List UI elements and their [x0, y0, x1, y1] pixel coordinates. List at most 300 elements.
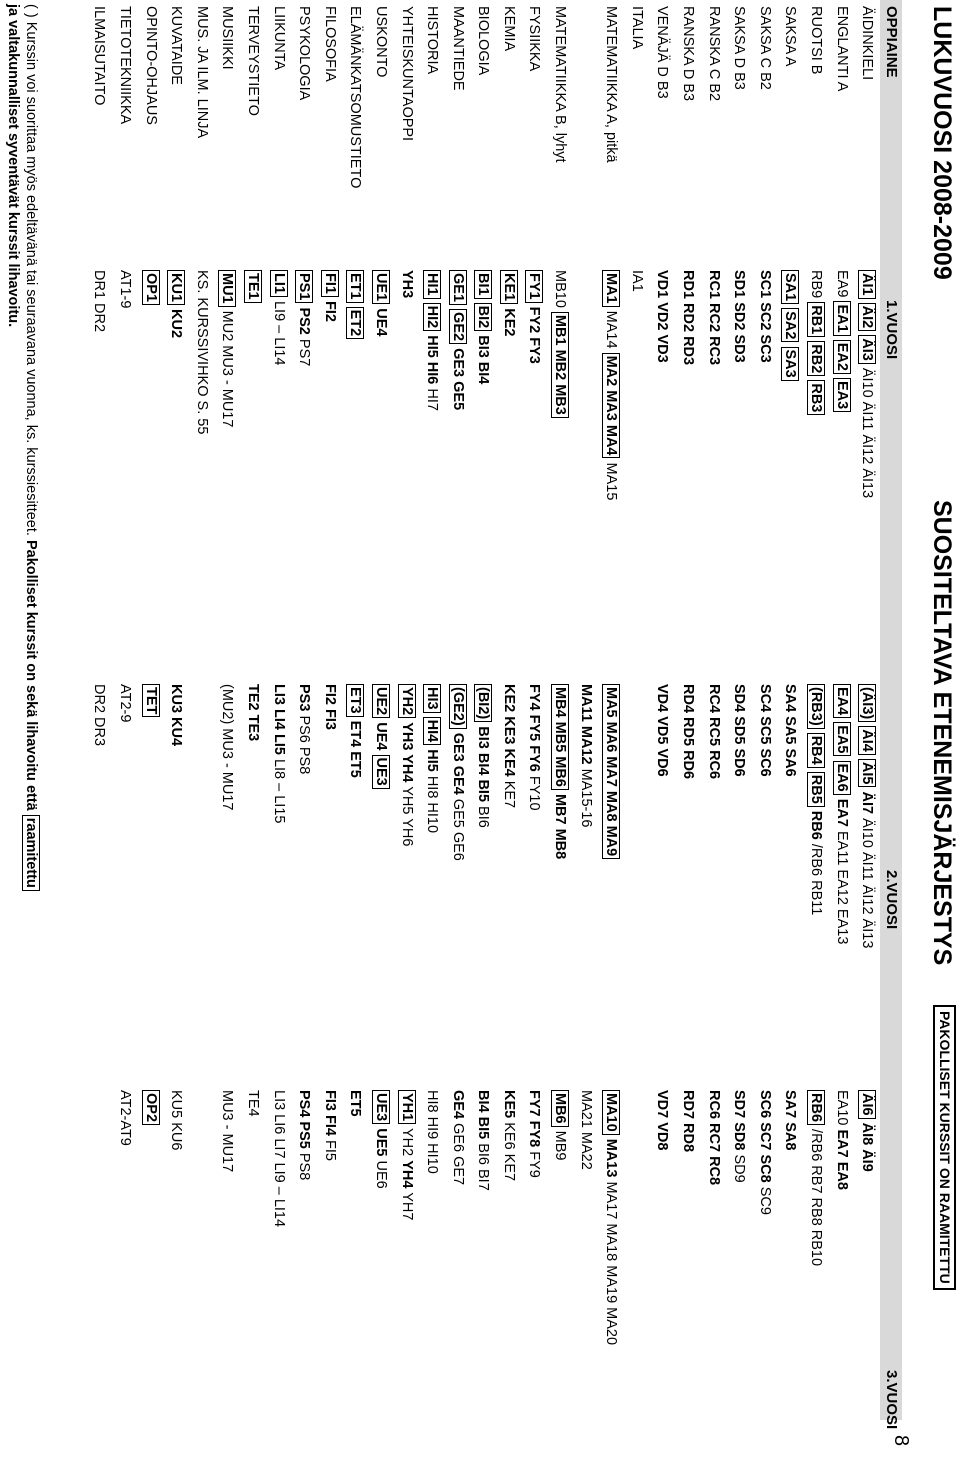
course: KU5 KU6	[168, 1090, 185, 1151]
y3-cell	[726, 1084, 752, 1430]
advanced-course: MA13	[603, 1138, 620, 1178]
mandatory-course: SA1	[781, 270, 799, 304]
page-number: 8	[890, 1435, 912, 1447]
y1-cell	[829, 264, 855, 678]
col-year3: 3.VUOSI	[883, 1370, 900, 1430]
course: GE5 GE6	[449, 798, 466, 861]
course: AT2-9	[116, 684, 133, 723]
y2-cell	[163, 678, 189, 1084]
subject-cell: MAANTIEDE	[449, 6, 466, 91]
y3-cell	[112, 1084, 138, 1430]
advanced-course: SD4 SD5 SD6	[731, 684, 748, 777]
course: MA15-16	[577, 768, 594, 828]
subject-cell: SAKSA D B3	[731, 6, 748, 90]
footer-note-bold: Pakolliset kurssit on sekä lihavoitu että	[23, 539, 39, 811]
document-title: SUOSITELTAVA ETENEMISJÄRJESTYS	[928, 500, 956, 966]
mandatory-course: FI1	[321, 270, 339, 297]
advanced-course: KU3 KU4	[168, 684, 185, 747]
footer-note-line2: ja valtakunnalliset syventävät kurssit lihavoitu.	[5, 4, 21, 328]
table-row	[701, 0, 727, 1430]
y1-cell	[215, 264, 241, 678]
course: EA10	[833, 1090, 850, 1126]
mandatory-course: ET1	[346, 270, 364, 303]
subject-cell: RUOTSI B	[808, 6, 825, 75]
advanced-course: LI3 LI4 LI5	[270, 684, 287, 755]
mandatory-course: HI3	[423, 684, 441, 713]
table-row	[752, 0, 778, 1430]
y1-cell	[496, 264, 522, 678]
mandatory-course: FY1	[525, 270, 543, 303]
advanced-course: RC6 RC7 RC8	[705, 1090, 722, 1186]
mandatory-course: LI1	[270, 270, 288, 297]
table-row	[675, 0, 701, 1430]
y2-cell	[778, 678, 804, 1084]
course: AT1-9	[116, 270, 133, 309]
course: SC9	[756, 1186, 773, 1215]
advanced-course: BI3 BI4	[475, 335, 492, 385]
mandatory-course: SA3	[781, 347, 799, 381]
mandatory-course: GE2	[449, 309, 467, 344]
legend-note: PAKOLLISET KURSSIT ON RAAMITETTU	[933, 1005, 956, 1290]
mandatory-course: ET3	[346, 684, 364, 717]
course: HI8 HI9 HI10	[424, 1090, 441, 1174]
y2-cell	[598, 678, 624, 1084]
subject-cell: TERVEYSTIETO	[244, 6, 261, 116]
y3-cell	[317, 1084, 343, 1430]
advanced-course: FY4 FY5 FY6	[526, 684, 543, 772]
col-subject: OPPIAINE	[883, 6, 900, 78]
subject-cell: MUS. JA ILM. LINJA	[193, 6, 210, 139]
course: DR2 DR3	[91, 684, 108, 747]
table-row	[522, 0, 548, 1430]
table-row	[778, 0, 804, 1430]
y1-cell	[854, 264, 880, 678]
advanced-course: RD1 RD2 RD3	[680, 270, 697, 366]
mandatory-course: HI2	[423, 303, 441, 332]
table-row	[854, 0, 880, 1430]
table-row	[291, 0, 317, 1430]
course: UE6	[372, 1160, 389, 1189]
y3-cell	[291, 1084, 317, 1430]
subject-cell: TIETOTEKNIIKKA	[116, 6, 133, 125]
table-row	[624, 0, 650, 1430]
y1-cell	[726, 264, 752, 678]
advanced-course: YH3 YH4	[398, 722, 415, 783]
subject-cell: FYSIIKKA	[526, 6, 543, 72]
advanced-course: ÄI8 ÄI9	[859, 1122, 876, 1172]
course: FY10	[526, 775, 543, 811]
advanced-course: UE5	[372, 1128, 389, 1157]
y1-cell	[752, 264, 778, 678]
mandatory-course: UE3	[372, 755, 390, 789]
subject-cell: YHTEISKUNTAOPPI	[398, 6, 415, 142]
mandatory-course: YH2	[398, 684, 416, 718]
table-row	[368, 0, 394, 1430]
y1-cell	[343, 264, 369, 678]
table-row	[112, 0, 138, 1430]
advanced-course: GE3 GE4	[449, 732, 466, 795]
footer-note	[4, 4, 40, 1459]
y3-cell	[803, 1084, 829, 1430]
y1-cell	[266, 264, 292, 678]
y3-cell	[778, 1084, 804, 1430]
advanced-course: EA7 EA8	[833, 1129, 850, 1190]
course: (MU2) MU3 - MU17	[219, 684, 236, 811]
course: MA21 MA22	[577, 1090, 594, 1170]
advanced-course: RC4 RC5 RC6	[705, 684, 722, 780]
y2-cell	[752, 678, 778, 1084]
mandatory-course: ÄI1	[858, 270, 876, 299]
advanced-course: SD1 SD2 SD3	[731, 270, 748, 363]
advanced-course: SD7 SD8	[731, 1090, 748, 1151]
course: MB10	[552, 270, 569, 308]
course: KE6 KE7	[500, 1122, 517, 1182]
course: MA14	[603, 310, 620, 349]
y1-cell	[87, 264, 113, 678]
mandatory-course: OP2	[142, 1090, 160, 1125]
y3-cell	[854, 1084, 880, 1430]
y2-cell	[471, 678, 497, 1084]
mandatory-course: MA10	[602, 1090, 620, 1135]
subject-cell: PSYKOLOGIA	[296, 6, 313, 101]
subject-cell: MATEMATIIKKA A, pitkä	[603, 6, 620, 163]
mandatory-course: KU1	[167, 270, 185, 305]
course: HI7	[424, 388, 441, 411]
y3-cell	[394, 1084, 420, 1430]
course: BI6 BI7	[475, 1143, 492, 1191]
mandatory-course: EA6	[833, 761, 851, 795]
advanced-course: VD4 VD5 VD6	[654, 684, 671, 777]
subject-cell: KEMIA	[500, 6, 517, 52]
mandatory-course: GE1	[449, 270, 467, 305]
mandatory-course: MB4 MB5 MB6	[551, 684, 569, 790]
course: YH5 YH6	[398, 786, 415, 847]
y1-cell	[675, 264, 701, 678]
column-header-row	[880, 0, 902, 1430]
subject-cell: MATEMATIIKKA B, lyhyt	[552, 6, 569, 163]
advanced-course: MB7 MB8	[552, 793, 569, 860]
mandatory-course: TE1	[244, 270, 262, 303]
table-row	[829, 0, 855, 1430]
course: PS7	[296, 338, 313, 367]
advanced-course: RB6	[808, 810, 825, 840]
advanced-course: RD4 RD5 RD6	[680, 684, 697, 780]
course: MU2 MU3 - MU17	[219, 310, 236, 428]
y2-cell	[291, 678, 317, 1084]
y2-cell	[445, 678, 471, 1084]
subject-cell: ILMAISUTAITO	[91, 6, 108, 106]
table-row	[394, 0, 420, 1430]
advanced-course: FI2	[321, 300, 338, 322]
table-row	[138, 0, 164, 1430]
advanced-course: SC4 SC5 SC6	[756, 684, 773, 777]
table-row	[343, 0, 369, 1430]
y2-cell	[343, 678, 369, 1084]
y3-cell	[701, 1084, 727, 1430]
y3-cell	[598, 1084, 624, 1430]
course: BI6	[475, 806, 492, 828]
table-row	[87, 0, 113, 1430]
y1-cell	[394, 264, 420, 678]
mandatory-course: UE1	[372, 270, 390, 304]
y3-cell	[471, 1084, 497, 1430]
mandatory-course: (ÄI3)	[858, 684, 876, 722]
advanced-course: MA11 MA12	[577, 684, 594, 765]
advanced-course: BI3 BI4 BI5	[475, 726, 492, 803]
table-row	[496, 0, 522, 1430]
mandatory-course: MA5 MA6 MA7 MA8 MA9	[602, 684, 620, 859]
y2-cell	[87, 678, 113, 1084]
course: YH2	[398, 1128, 415, 1157]
mandatory-course: EA1	[833, 301, 851, 335]
mandatory-course: MA2 MA3 MA4	[602, 353, 620, 459]
advanced-course: FI2 FI3	[321, 684, 338, 730]
subject-cell: KUVATAIDE	[168, 6, 185, 85]
advanced-course: UE4	[372, 722, 389, 751]
course: YH7	[398, 1192, 415, 1221]
y3-cell	[189, 1084, 215, 1430]
mandatory-course: PS1	[295, 270, 313, 303]
y2-cell	[701, 678, 727, 1084]
advanced-course: GE4	[449, 1090, 466, 1120]
subject-cell: ÄIDINKIELI	[859, 6, 876, 81]
mandatory-course: UE3	[372, 1090, 390, 1124]
y2-cell	[189, 678, 215, 1084]
course: IA1	[628, 270, 645, 292]
advanced-course: GE3 GE5	[449, 348, 466, 411]
y3-cell	[573, 1084, 599, 1430]
y3-cell	[87, 1084, 113, 1430]
course: PS6 PS8	[296, 715, 313, 775]
y3-cell	[163, 1084, 189, 1430]
table-row	[803, 0, 829, 1430]
table-row	[726, 0, 752, 1430]
y2-cell	[496, 678, 522, 1084]
y3-cell	[752, 1084, 778, 1430]
y1-cell	[803, 264, 829, 678]
subject-cell: ITALIA	[628, 6, 645, 50]
course: EA9	[833, 270, 850, 298]
page-header	[910, 0, 960, 1465]
subject-cell: SAKSA C B2	[756, 6, 773, 90]
course: RB9	[808, 270, 825, 299]
y2-cell	[138, 678, 164, 1084]
mandatory-course: RB3	[807, 380, 825, 415]
mandatory-course: MB6	[551, 1090, 569, 1127]
course: /RB6 RB7 RB8 RB10	[808, 1129, 825, 1267]
mandatory-course: BI1	[474, 270, 492, 299]
y1-cell	[471, 264, 497, 678]
table-row	[266, 0, 292, 1430]
y3-cell	[368, 1084, 394, 1430]
mandatory-course: EA5	[833, 722, 851, 756]
y1-cell	[522, 264, 548, 678]
course: FI5	[321, 1139, 338, 1161]
mandatory-course: (BI2)	[474, 684, 492, 722]
course: LI8 – LI15	[270, 758, 287, 824]
course: DR1 DR2	[91, 270, 108, 333]
table-row	[650, 0, 676, 1430]
mandatory-course: RB2	[807, 341, 825, 376]
y2-cell	[650, 678, 676, 1084]
advanced-course: KU2	[168, 309, 185, 339]
subject-cell: FILOSOFIA	[321, 6, 338, 82]
subject-cell: SAKSA A	[782, 6, 799, 67]
advanced-course: SC6 SC7 SC8	[756, 1090, 773, 1183]
advanced-course: EA7	[833, 798, 850, 827]
y2-cell	[726, 678, 752, 1084]
y1-cell	[547, 264, 573, 678]
y2-cell	[394, 678, 420, 1084]
y2-cell	[803, 678, 829, 1084]
y3-cell	[829, 1084, 855, 1430]
table-row	[573, 0, 599, 1430]
advanced-course: YH3	[398, 270, 415, 299]
y3-cell	[522, 1084, 548, 1430]
y3-cell	[445, 1084, 471, 1430]
table-row	[317, 0, 343, 1430]
advanced-course: PS3	[296, 684, 313, 712]
footer-note-text: ( ) Kurssin voi suorittaa myös edeltävänä tai seuraavana vuonna, ks. kurssiesitteet.	[23, 4, 39, 536]
mandatory-course: UE2	[372, 684, 390, 718]
table-row	[419, 0, 445, 1430]
advanced-course: HI5	[424, 749, 441, 772]
table-row	[215, 0, 241, 1430]
mandatory-course: MB1 MB2 MB3	[551, 312, 569, 418]
advanced-course: TE2 TE3	[244, 684, 261, 742]
advanced-course: HI5 HI6	[424, 335, 441, 385]
y1-cell	[778, 264, 804, 678]
y2-cell	[547, 678, 573, 1084]
course: MB9	[552, 1130, 569, 1161]
advanced-course: ET5	[347, 1090, 364, 1117]
advanced-course: VD7 VD8	[654, 1090, 671, 1151]
advanced-course: KE2	[500, 308, 517, 337]
course: FY9	[526, 1151, 543, 1178]
subject-cell: RANSKA D B3	[680, 6, 697, 102]
advanced-course: RD7 RD8	[680, 1090, 697, 1153]
advanced-course: SA4 SA5 SA6	[782, 684, 799, 777]
y3-cell	[138, 1084, 164, 1430]
y3-cell	[343, 1084, 369, 1430]
y3-cell	[266, 1084, 292, 1430]
course: ÄI10 ÄI11 ÄI12 ÄI13	[859, 818, 876, 949]
mandatory-course: RB5	[807, 772, 825, 807]
y1-cell	[598, 264, 624, 678]
subject-cell: ENGLANTI A	[833, 6, 850, 92]
mandatory-course: BI2	[474, 303, 492, 332]
mandatory-course: RB1	[807, 302, 825, 337]
y2-cell	[854, 678, 880, 1084]
course: MU3 - MU17	[219, 1090, 236, 1173]
y1-cell	[240, 264, 266, 678]
mandatory-course: (RB3)	[807, 684, 825, 729]
course: KE7	[500, 780, 517, 809]
subject-cell: HISTORIA	[424, 6, 441, 75]
subject-cell: MUSIIKKI	[219, 6, 236, 70]
y2-cell	[368, 678, 394, 1084]
mandatory-course: KE1	[500, 270, 518, 304]
course: GE6 GE7	[449, 1123, 466, 1186]
advanced-course: YH4	[398, 1160, 415, 1189]
mandatory-course: OP1	[142, 270, 160, 305]
advanced-course: BI4 BI5	[475, 1090, 492, 1140]
course: TE4	[244, 1090, 261, 1117]
mandatory-course: ÄI6	[858, 1090, 876, 1119]
y3-cell	[240, 1084, 266, 1430]
course: LI9 – LI14	[270, 300, 287, 366]
y1-cell	[573, 264, 599, 678]
subject-cell	[573, 0, 599, 264]
table-row	[598, 0, 624, 1430]
table-row	[189, 0, 215, 1430]
mandatory-course: ÄI2	[858, 303, 876, 332]
y2-cell	[266, 678, 292, 1084]
y3-cell	[675, 1084, 701, 1430]
course: HI8 HI10	[424, 775, 441, 834]
advanced-course: KE2 KE3 KE4	[500, 684, 517, 777]
advanced-course: ET4 ET5	[347, 720, 364, 778]
advanced-course: SC1 SC2 SC3	[756, 270, 773, 363]
y2-cell	[522, 678, 548, 1084]
course: MA17 MA18 MA19 MA20	[603, 1181, 620, 1346]
y2-cell	[675, 678, 701, 1084]
y2-cell	[573, 678, 599, 1084]
table-row	[445, 0, 471, 1430]
course: ÄI10 ÄI11 ÄI12 ÄI13	[859, 367, 876, 499]
mandatory-course: HI1	[423, 270, 441, 299]
col-year1: 1.VUOSI	[883, 300, 900, 360]
table-row	[163, 0, 189, 1430]
y2-cell	[624, 678, 650, 1084]
y2-cell	[317, 678, 343, 1084]
y3-cell	[650, 1084, 676, 1430]
subject-cell: OPINTO-OHJAUS	[142, 6, 159, 125]
y1-cell	[138, 264, 164, 678]
y1-cell	[291, 264, 317, 678]
course: EA11 EA12 EA13	[833, 831, 850, 945]
mandatory-course: (GE2)	[449, 684, 467, 729]
mandatory-course: RB6	[807, 1090, 825, 1125]
mandatory-course: ÄI5	[858, 759, 876, 788]
advanced-course: ÄI7	[859, 791, 876, 815]
y2-cell	[240, 678, 266, 1084]
mandatory-course: ÄI3	[858, 335, 876, 364]
mandatory-course: EA3	[833, 378, 851, 412]
y3-cell	[419, 1084, 445, 1430]
course: MA15	[603, 462, 620, 501]
mandatory-course: HI4	[423, 717, 441, 746]
advanced-course: FY7 FY8	[526, 1090, 543, 1148]
y1-cell	[419, 264, 445, 678]
mandatory-course: YH1	[398, 1090, 416, 1124]
advanced-course: UE4	[372, 308, 389, 337]
course: SD9	[731, 1154, 748, 1183]
y3-cell	[496, 1084, 522, 1430]
advanced-course: PS4 PS5	[296, 1090, 313, 1149]
y1-cell	[650, 264, 676, 678]
advanced-course: RC1 RC2 RC3	[705, 270, 722, 366]
advanced-course: VD1 VD2 VD3	[654, 270, 671, 363]
mandatory-course: EA2	[833, 340, 851, 374]
subject-cell: VENÄJÄ D B3	[654, 6, 671, 99]
subject-cell: RANSKA C B2	[705, 6, 722, 102]
mandatory-course: TET	[142, 684, 160, 717]
y1-cell	[701, 264, 727, 678]
school-year-title: LUKUVUOSI 2008-2009	[928, 6, 956, 280]
course-table	[87, 0, 880, 1430]
y3-cell	[624, 1084, 650, 1430]
